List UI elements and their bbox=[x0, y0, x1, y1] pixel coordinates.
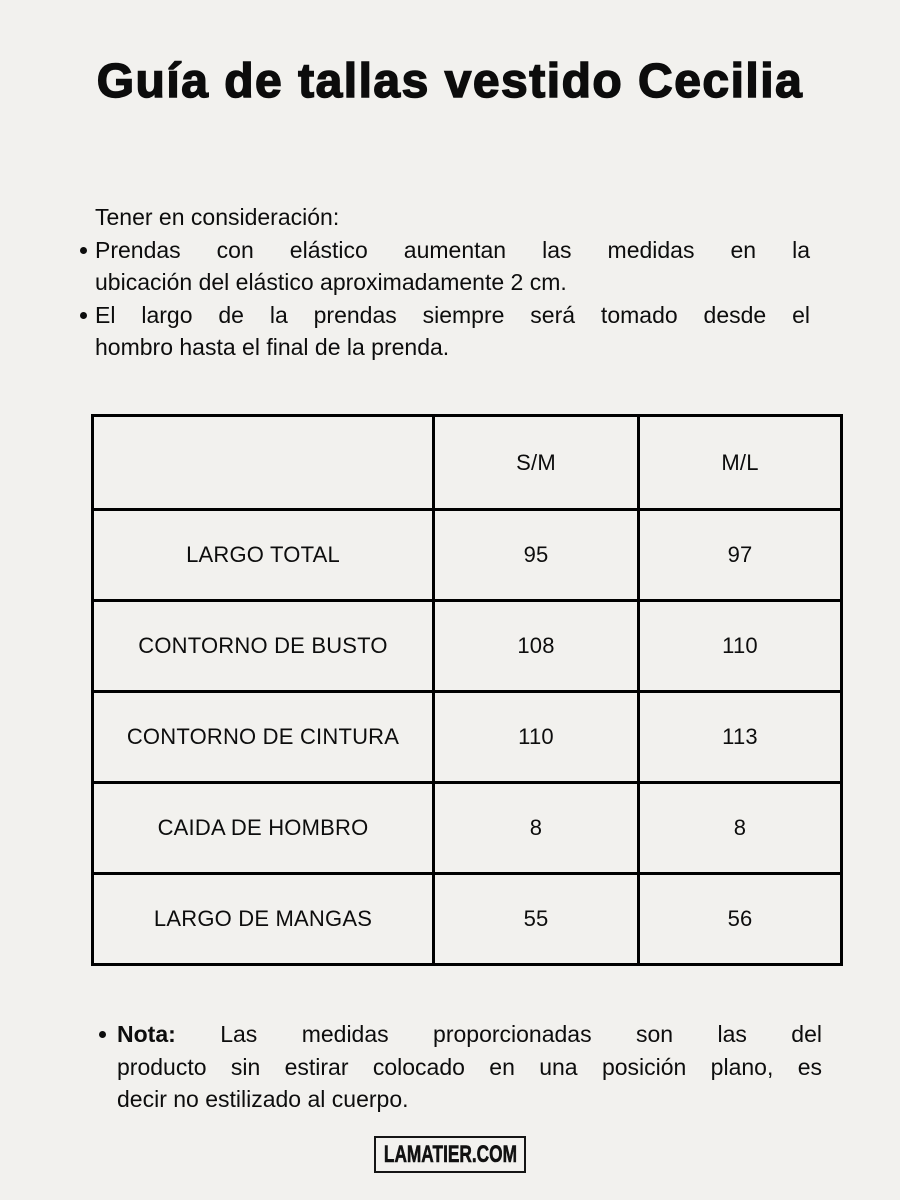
value-cell-ml: 8 bbox=[639, 783, 842, 874]
bullet-icon bbox=[80, 247, 87, 254]
note-bullet-icon bbox=[99, 1031, 106, 1038]
table-row bbox=[93, 874, 842, 965]
bullet-icon bbox=[80, 312, 87, 319]
header-cell-measure bbox=[93, 416, 434, 510]
value-cell-sm: 8 bbox=[434, 783, 639, 874]
note-line bbox=[117, 1018, 822, 1051]
size-table bbox=[91, 414, 843, 966]
considerations-section bbox=[95, 201, 810, 364]
row-label-cell: CONTORNO DE CINTURA bbox=[93, 692, 434, 783]
note-line: producto sin estirar colocado en una posición plano, es bbox=[117, 1053, 822, 1080]
list-item-line: hombro hasta el final de la prenda. bbox=[95, 334, 450, 360]
list-item-line: ubicación del elástico aproximadamente 2 cm. bbox=[95, 269, 567, 295]
list-item bbox=[95, 299, 810, 364]
value-cell-sm: 55 bbox=[434, 874, 639, 965]
row-label-cell: LARGO TOTAL bbox=[93, 510, 434, 601]
value-cell-sm: 95 bbox=[434, 510, 639, 601]
row-label-cell: CAIDA DE HOMBRO bbox=[93, 783, 434, 874]
table-header-row bbox=[93, 416, 842, 510]
value-cell-sm: 110 bbox=[434, 692, 639, 783]
list-item-line: El largo de la prendas siempre será tomado desde el bbox=[95, 301, 810, 328]
list-item-line: Prendas con elástico aumentan las medidas en la bbox=[95, 236, 810, 263]
table-row bbox=[93, 692, 842, 783]
page-title: Guía de tallas vestido Cecilia bbox=[96, 55, 804, 108]
note-label: Nota: bbox=[117, 1021, 176, 1047]
header-cell-sm: S/M bbox=[434, 416, 639, 510]
value-cell-ml: 97 bbox=[639, 510, 842, 601]
header-cell-ml: M/L bbox=[639, 416, 842, 510]
table-row bbox=[93, 783, 842, 874]
note-line: decir no estilizado al cuerpo. bbox=[117, 1086, 409, 1112]
brand-box bbox=[374, 1136, 526, 1173]
list-item bbox=[95, 234, 810, 299]
value-cell-sm: 108 bbox=[434, 601, 639, 692]
value-cell-ml: 56 bbox=[639, 874, 842, 965]
value-cell-ml: 113 bbox=[639, 692, 842, 783]
table-row bbox=[93, 510, 842, 601]
row-label-cell: CONTORNO DE BUSTO bbox=[93, 601, 434, 692]
considerations-heading: Tener en consideración: bbox=[95, 204, 340, 230]
brand-name: LAMATIER.COM bbox=[383, 1140, 517, 1168]
value-cell-ml: 110 bbox=[639, 601, 842, 692]
note-text: Las medidas proporcionadas son las del bbox=[220, 1021, 823, 1047]
note-section bbox=[117, 1018, 822, 1116]
row-label-cell: LARGO DE MANGAS bbox=[93, 874, 434, 965]
table-row bbox=[93, 601, 842, 692]
